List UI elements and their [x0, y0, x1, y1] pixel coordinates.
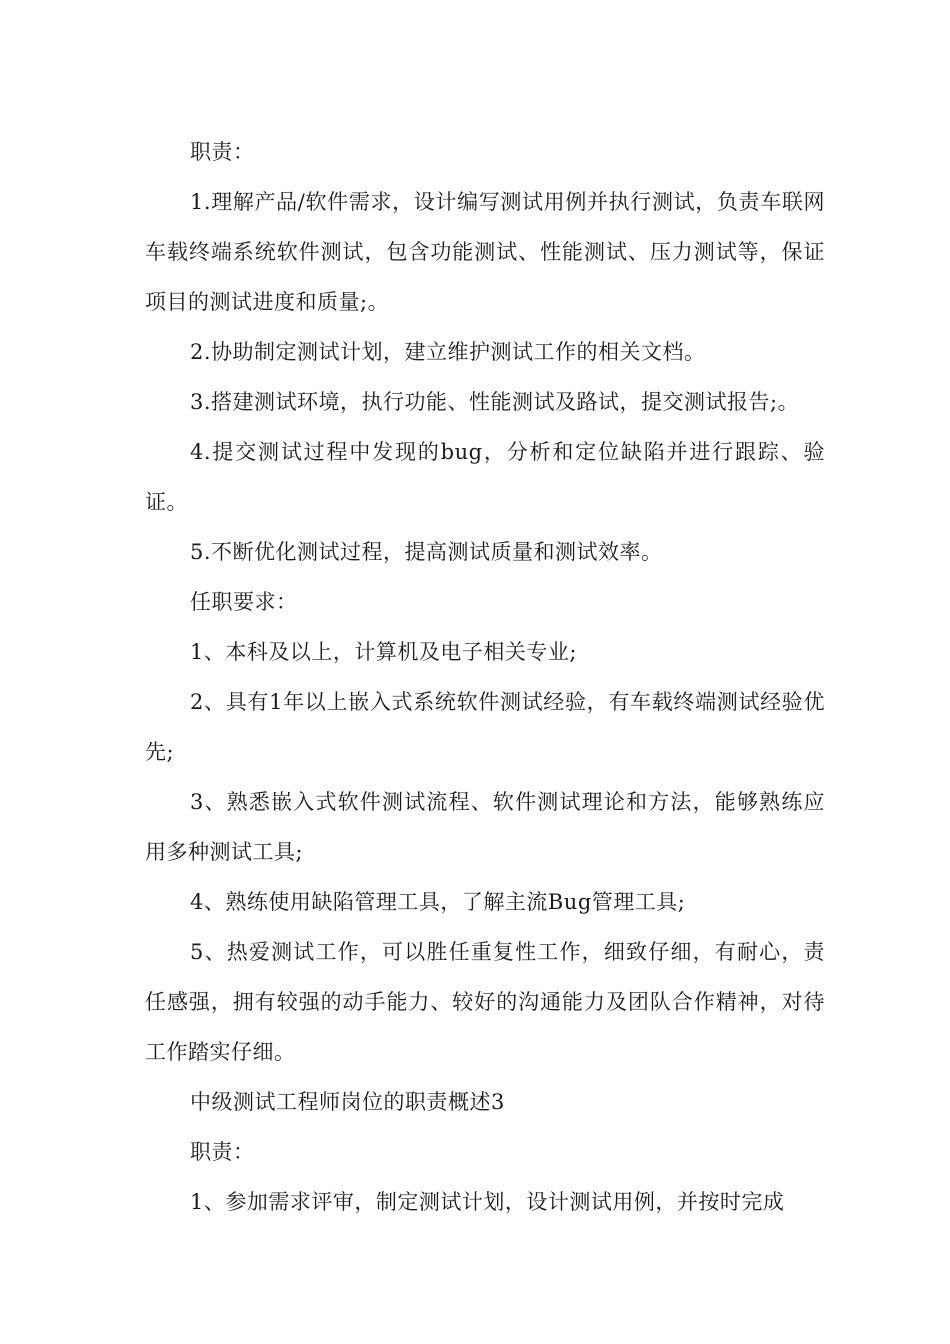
- duty-item-1: 1.理解产品/软件需求，设计编写测试用例并执行测试，负责车联网车载终端系统软件测试，包含功能测试、性能测试、压力测试等，保证项目的测试进度和质量;。: [145, 190, 825, 314]
- duty-item-1-section-3: 1、参加需求评审，制定测试计划，设计测试用例，并按时完成: [190, 1190, 785, 1214]
- section-heading-duties-2: 职责：: [190, 1140, 255, 1164]
- section-heading-requirements: 任职要求：: [190, 590, 298, 614]
- requirement-item-3: 3、熟悉嵌入式软件测试流程、软件测试理论和方法，能够熟练应用多种测试工具;: [145, 790, 825, 864]
- document-body: [145, 127, 825, 1227]
- duty-item-4: 4.提交测试过程中发现的bug，分析和定位缺陷并进行跟踪、验证。: [145, 440, 825, 514]
- duty-item-5: 5.不断优化测试过程，提高测试质量和测试效率。: [190, 540, 663, 564]
- requirement-item-5: 5、热爱测试工作，可以胜任重复性工作，细致仔细，有耐心，责任感强，拥有较强的动手能力、较好的沟通能力及团队合作精神，对待工作踏实仔细。: [145, 940, 825, 1064]
- requirement-item-2: 2、具有1年以上嵌入式系统软件测试经验，有车载终端测试经验优先;: [145, 690, 825, 764]
- requirement-item-1: 1、本科及以上，计算机及电子相关专业;: [190, 640, 577, 664]
- duty-item-3: 3.搭建测试环境，执行功能、性能测试及路试，提交测试报告;。: [190, 390, 800, 414]
- duty-item-2: 2.协助制定测试计划，建立维护测试工作的相关文档。: [190, 340, 706, 364]
- section-title-3: 中级测试工程师岗位的职责概述3: [190, 1090, 505, 1114]
- requirement-item-4: 4、熟练使用缺陷管理工具，了解主流Bug管理工具;: [190, 890, 686, 914]
- section-heading-duties: 职责：: [190, 140, 255, 164]
